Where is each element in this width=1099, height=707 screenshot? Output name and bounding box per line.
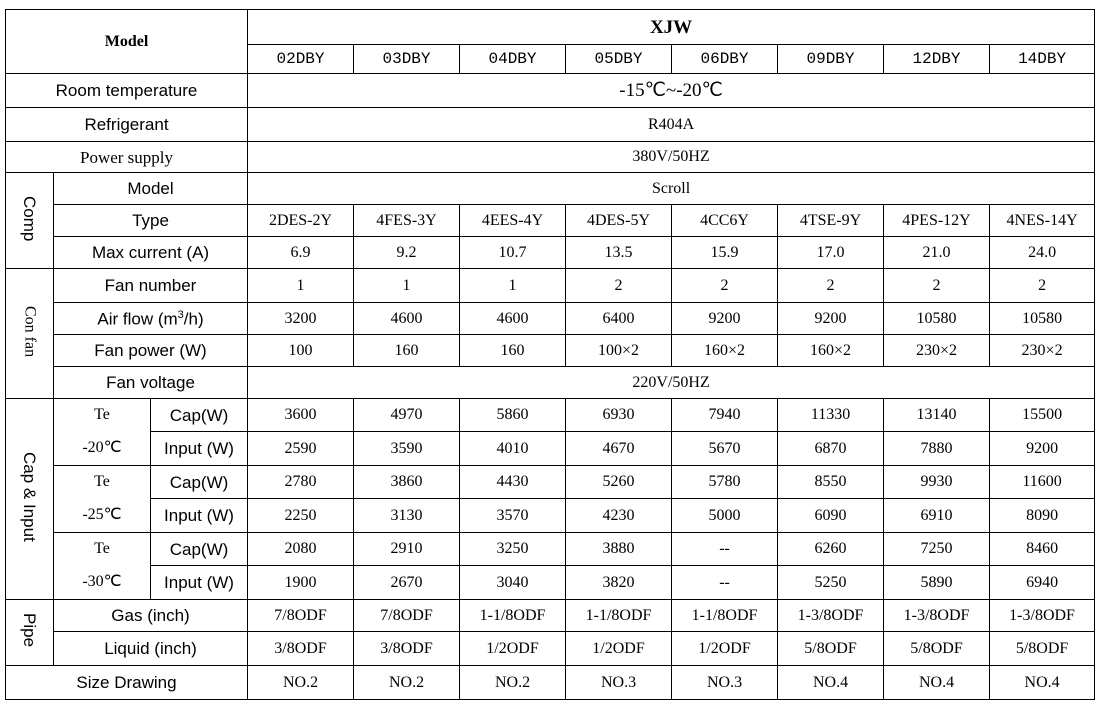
comp-type-cell: 4PES-12Y	[884, 205, 990, 237]
fan-power-cell: 230×2	[884, 335, 990, 367]
comp-type-cell: 4FES-3Y	[354, 205, 460, 237]
cap-cell: 6930	[566, 399, 672, 432]
gas-cell: 1-3/8ODF	[778, 600, 884, 632]
row-room-temperature	[6, 74, 1095, 108]
max-current-cell: 24.0	[990, 237, 1095, 269]
air-flow-label-sup: 3	[177, 308, 184, 321]
cap-cell: 4970	[354, 399, 460, 432]
cap-cell: 8460	[990, 533, 1095, 566]
input-cell: 7880	[884, 432, 990, 466]
power-supply-value: 380V/50HZ	[248, 142, 1095, 173]
cap-cell: 3250	[460, 533, 566, 566]
air-flow-cell: 4600	[354, 303, 460, 335]
row-max-current	[6, 237, 1095, 269]
series-name: XJW	[248, 10, 1095, 45]
row-cap-25	[6, 466, 1095, 499]
input-cell: 4010	[460, 432, 566, 466]
cap-cell: 11600	[990, 466, 1095, 499]
size-drawing-cell: NO.2	[460, 666, 566, 700]
input-label: Input (W)	[151, 499, 248, 533]
max-current-cell: 15.9	[672, 237, 778, 269]
input-cell: 3820	[566, 566, 672, 600]
comp-type-label: Type	[54, 205, 248, 237]
size-drawing-cell: NO.4	[884, 666, 990, 700]
air-flow-cell: 10580	[884, 303, 990, 335]
size-drawing-cell: NO.4	[990, 666, 1095, 700]
size-drawing-cell: NO.3	[566, 666, 672, 700]
input-cell: 8090	[990, 499, 1095, 533]
input-cell: 3590	[354, 432, 460, 466]
liquid-cell: 5/8ODF	[990, 632, 1095, 666]
air-flow-cell: 6400	[566, 303, 672, 335]
fan-power-cell: 230×2	[990, 335, 1095, 367]
row-input-25	[6, 499, 1095, 533]
air-flow-label	[54, 303, 248, 335]
refrigerant-value: R404A	[248, 108, 1095, 142]
cap-cell: 9930	[884, 466, 990, 499]
con-fan-group-label	[6, 269, 54, 399]
model-code: 05DBY	[566, 45, 672, 74]
cap-label: Cap(W)	[151, 533, 248, 566]
air-flow-cell: 9200	[672, 303, 778, 335]
spec-table	[5, 9, 1095, 700]
comp-type-cell: 4TSE-9Y	[778, 205, 884, 237]
fan-number-cell: 1	[248, 269, 354, 303]
input-label: Input (W)	[151, 432, 248, 466]
gas-cell: 1-1/8ODF	[672, 600, 778, 632]
size-drawing-cell: NO.2	[354, 666, 460, 700]
comp-model-label: Model	[54, 173, 248, 205]
fan-number-cell: 2	[778, 269, 884, 303]
fan-voltage-value: 220V/50HZ	[248, 367, 1095, 399]
row-comp-model	[6, 173, 1095, 205]
input-cell: 9200	[990, 432, 1095, 466]
fan-power-cell: 160	[354, 335, 460, 367]
input-cell: 2250	[248, 499, 354, 533]
fan-number-cell: 2	[566, 269, 672, 303]
comp-type-cell: 4DES-5Y	[566, 205, 672, 237]
cap-label: Cap(W)	[151, 399, 248, 432]
max-current-cell: 13.5	[566, 237, 672, 269]
input-cell: 5250	[778, 566, 884, 600]
comp-model-value: Scroll	[248, 173, 1095, 205]
gas-label: Gas (inch)	[54, 600, 248, 632]
size-drawing-cell: NO.4	[778, 666, 884, 700]
gas-cell: 1-3/8ODF	[990, 600, 1095, 632]
row-fan-voltage	[6, 367, 1095, 399]
cap-cell: 3860	[354, 466, 460, 499]
row-power-supply	[6, 142, 1095, 173]
input-label: Input (W)	[151, 566, 248, 600]
cap-cell: 7250	[884, 533, 990, 566]
cap-cell: --	[672, 533, 778, 566]
fan-power-cell: 160×2	[778, 335, 884, 367]
gas-cell: 1-1/8ODF	[460, 600, 566, 632]
fan-power-cell: 160×2	[672, 335, 778, 367]
input-cell: 5670	[672, 432, 778, 466]
row-size-drawing	[6, 666, 1095, 700]
cap-cell: 7940	[672, 399, 778, 432]
air-flow-cell: 9200	[778, 303, 884, 335]
pipe-group-label	[6, 600, 54, 666]
liquid-cell: 1/2ODF	[460, 632, 566, 666]
cap-cell: 3600	[248, 399, 354, 432]
refrigerant-label: Refrigerant	[6, 108, 248, 142]
air-flow-label-pre: Air flow (m	[97, 309, 178, 329]
cap-cell: 4430	[460, 466, 566, 499]
cap-cell: 11330	[778, 399, 884, 432]
comp-type-cell: 4EES-4Y	[460, 205, 566, 237]
cap-cell: 5260	[566, 466, 672, 499]
fan-number-cell: 1	[460, 269, 566, 303]
row-refrigerant	[6, 108, 1095, 142]
max-current-cell: 17.0	[778, 237, 884, 269]
air-flow-label-post: /h)	[183, 309, 204, 329]
cap-cell: 3880	[566, 533, 672, 566]
te-temperature: -20℃	[54, 432, 151, 466]
model-code: 12DBY	[884, 45, 990, 74]
cap-cell: 8550	[778, 466, 884, 499]
gas-cell: 1-3/8ODF	[884, 600, 990, 632]
te-label: Te	[54, 466, 151, 499]
liquid-cell: 5/8ODF	[778, 632, 884, 666]
header-row-series	[6, 10, 1095, 45]
input-cell: 2590	[248, 432, 354, 466]
row-cap-30	[6, 533, 1095, 566]
input-cell: 6870	[778, 432, 884, 466]
liquid-cell: 3/8ODF	[248, 632, 354, 666]
te-label: Te	[54, 533, 151, 566]
row-pipe-liquid	[6, 632, 1095, 666]
max-current-cell: 10.7	[460, 237, 566, 269]
liquid-cell: 1/2ODF	[566, 632, 672, 666]
cap-input-group-text: Cap & Input	[20, 452, 39, 542]
liquid-cell: 5/8ODF	[884, 632, 990, 666]
te-label: Te	[54, 399, 151, 432]
input-cell: --	[672, 566, 778, 600]
cap-cell: 13140	[884, 399, 990, 432]
liquid-label: Liquid (inch)	[54, 632, 248, 666]
comp-type-cell: 4CC6Y	[672, 205, 778, 237]
gas-cell: 1-1/8ODF	[566, 600, 672, 632]
con-fan-group-text: Con fan	[21, 305, 39, 358]
comp-type-cell: 4NES-14Y	[990, 205, 1095, 237]
model-code: 09DBY	[778, 45, 884, 74]
max-current-cell: 9.2	[354, 237, 460, 269]
cap-input-group-label	[6, 399, 54, 600]
air-flow-cell: 4600	[460, 303, 566, 335]
model-code: 06DBY	[672, 45, 778, 74]
cap-cell: 2910	[354, 533, 460, 566]
fan-number-cell: 2	[672, 269, 778, 303]
gas-cell: 7/8ODF	[354, 600, 460, 632]
fan-power-label: Fan power (W)	[54, 335, 248, 367]
row-input-20	[6, 432, 1095, 466]
input-cell: 3040	[460, 566, 566, 600]
fan-power-cell: 160	[460, 335, 566, 367]
cap-cell: 5860	[460, 399, 566, 432]
input-cell: 6090	[778, 499, 884, 533]
air-flow-cell: 10580	[990, 303, 1095, 335]
liquid-cell: 3/8ODF	[354, 632, 460, 666]
input-cell: 2670	[354, 566, 460, 600]
row-cap-20	[6, 399, 1095, 432]
cap-cell: 2080	[248, 533, 354, 566]
input-cell: 1900	[248, 566, 354, 600]
fan-number-cell: 2	[884, 269, 990, 303]
te-temperature: -30℃	[54, 566, 151, 600]
model-code: 02DBY	[248, 45, 354, 74]
max-current-cell: 6.9	[248, 237, 354, 269]
model-header-label: Model	[6, 10, 248, 74]
fan-power-cell: 100×2	[566, 335, 672, 367]
comp-group-text: Comp	[20, 195, 39, 242]
size-drawing-cell: NO.2	[248, 666, 354, 700]
row-air-flow	[6, 303, 1095, 335]
input-cell: 5000	[672, 499, 778, 533]
power-supply-label: Power supply	[6, 142, 248, 173]
cap-cell: 5780	[672, 466, 778, 499]
max-current-label: Max current (A)	[54, 237, 248, 269]
row-pipe-gas	[6, 600, 1095, 632]
cap-label: Cap(W)	[151, 466, 248, 499]
fan-number-cell: 2	[990, 269, 1095, 303]
input-cell: 6940	[990, 566, 1095, 600]
air-flow-cell: 3200	[248, 303, 354, 335]
comp-type-cell: 2DES-2Y	[248, 205, 354, 237]
input-cell: 6910	[884, 499, 990, 533]
row-comp-type	[6, 205, 1095, 237]
input-cell: 3570	[460, 499, 566, 533]
model-code: 14DBY	[990, 45, 1095, 74]
model-code: 03DBY	[354, 45, 460, 74]
liquid-cell: 1/2ODF	[672, 632, 778, 666]
cap-cell: 6260	[778, 533, 884, 566]
size-drawing-cell: NO.3	[672, 666, 778, 700]
row-input-30	[6, 566, 1095, 600]
model-code: 04DBY	[460, 45, 566, 74]
cap-cell: 2780	[248, 466, 354, 499]
size-drawing-label: Size Drawing	[6, 666, 248, 700]
cap-cell: 15500	[990, 399, 1095, 432]
input-cell: 5890	[884, 566, 990, 600]
fan-number-cell: 1	[354, 269, 460, 303]
pipe-group-text: Pipe	[20, 613, 39, 648]
input-cell: 4670	[566, 432, 672, 466]
comp-group-label	[6, 173, 54, 269]
fan-power-cell: 100	[248, 335, 354, 367]
row-fan-number	[6, 269, 1095, 303]
fan-voltage-label: Fan voltage	[54, 367, 248, 399]
max-current-cell: 21.0	[884, 237, 990, 269]
room-temperature-label: Room temperature	[6, 74, 248, 108]
room-temperature-value: -15℃~-20℃	[248, 74, 1095, 108]
input-cell: 3130	[354, 499, 460, 533]
te-temperature: -25℃	[54, 499, 151, 533]
input-cell: 4230	[566, 499, 672, 533]
fan-number-label: Fan number	[54, 269, 248, 303]
row-fan-power	[6, 335, 1095, 367]
gas-cell: 7/8ODF	[248, 600, 354, 632]
